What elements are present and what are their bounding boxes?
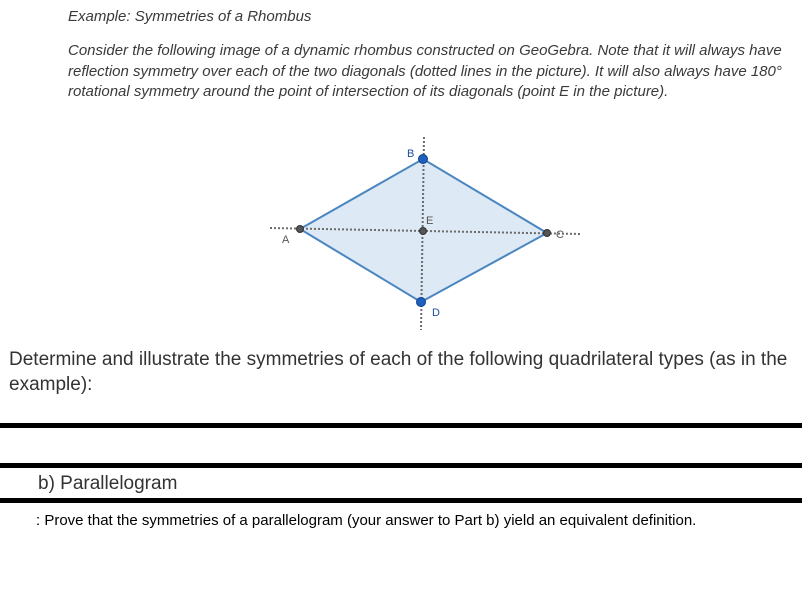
example-title: Example: Symmetries of a Rhombus <box>68 8 312 25</box>
label-b: B <box>407 148 415 160</box>
point-a <box>297 226 304 233</box>
example-body: Consider the following image of a dynamic rhombus constructed on GeoGebra. Note that it will always have reflection symmetry over each of the two diagonals (dotted lines in the picture). It will also always have 180° rotational symmetry around the point of intersection of its diagonals (point E in the picture). <box>68 42 782 100</box>
label-a: A <box>282 234 290 246</box>
question-text: Determine and illustrate the symmetries of each of the following quadrilateral types (as in the example): <box>9 349 788 395</box>
point-b <box>419 155 428 164</box>
divider-2 <box>0 463 802 468</box>
part-b-heading: b) Parallelogram <box>38 473 178 494</box>
point-e <box>420 228 427 235</box>
label-d: D <box>432 307 440 319</box>
divider-3 <box>0 498 802 503</box>
divider-1 <box>0 423 802 428</box>
point-d <box>417 298 426 307</box>
prove-text: : Prove that the symmetries of a parallelogram (your answer to Part b) yield an equivalent definition. <box>36 512 697 529</box>
label-c: C <box>556 229 564 241</box>
label-e: E <box>426 215 434 227</box>
point-c <box>544 230 551 237</box>
